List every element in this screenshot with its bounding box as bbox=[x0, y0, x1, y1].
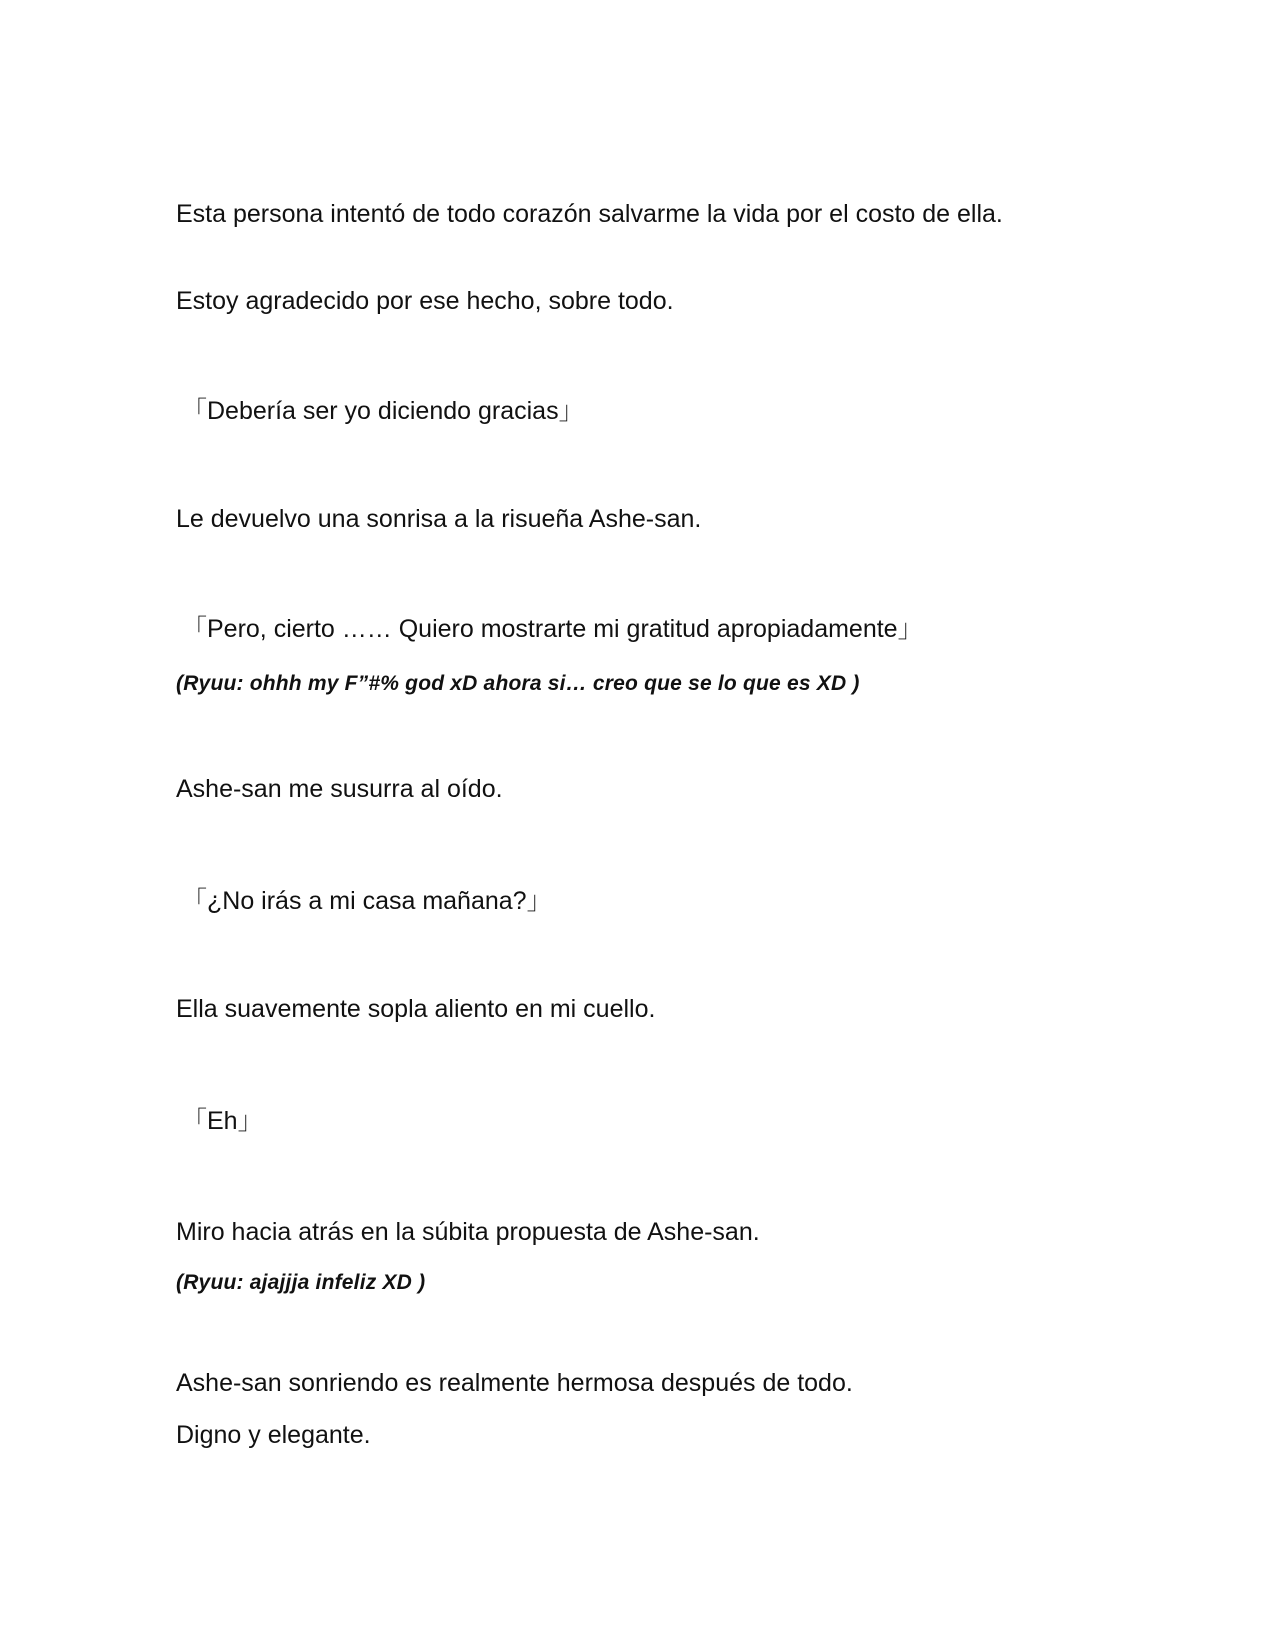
paragraph-4: Ashe-san me susurra al oído. bbox=[176, 775, 503, 803]
paragraph-6: Miro hacia atrás en la súbita propuesta de Ashe-san. bbox=[176, 1218, 760, 1246]
dialogue-3: 「¿No irás a mi casa mañana?」 bbox=[182, 887, 552, 915]
paragraph-1: Esta persona intentó de todo corazón salvarme la vida por el costo de ella. bbox=[176, 200, 1003, 228]
dialogue-1: 「Debería ser yo diciendo gracias」 bbox=[182, 397, 584, 425]
paragraph-5: Ella suavemente sopla aliento en mi cuello. bbox=[176, 995, 656, 1023]
translator-note-2: (Ryuu: ajajjja infeliz XD ) bbox=[176, 1271, 426, 1294]
dialogue-4: 「Eh」 bbox=[182, 1107, 263, 1135]
paragraph-8: Digno y elegante. bbox=[176, 1421, 371, 1449]
paragraph-3: Le devuelvo una sonrisa a la risueña Ashe-san. bbox=[176, 505, 702, 533]
paragraph-7: Ashe-san sonriendo es realmente hermosa después de todo. bbox=[176, 1369, 853, 1397]
translator-note-1: (Ryuu: ohhh my F”#% god xD ahora si… creo que se lo que es XD ) bbox=[176, 672, 860, 695]
dialogue-2: 「Pero, cierto …… Quiero mostrarte mi gratitud apropiadamente」 bbox=[182, 615, 923, 643]
paragraph-2: Estoy agradecido por ese hecho, sobre todo. bbox=[176, 287, 674, 315]
